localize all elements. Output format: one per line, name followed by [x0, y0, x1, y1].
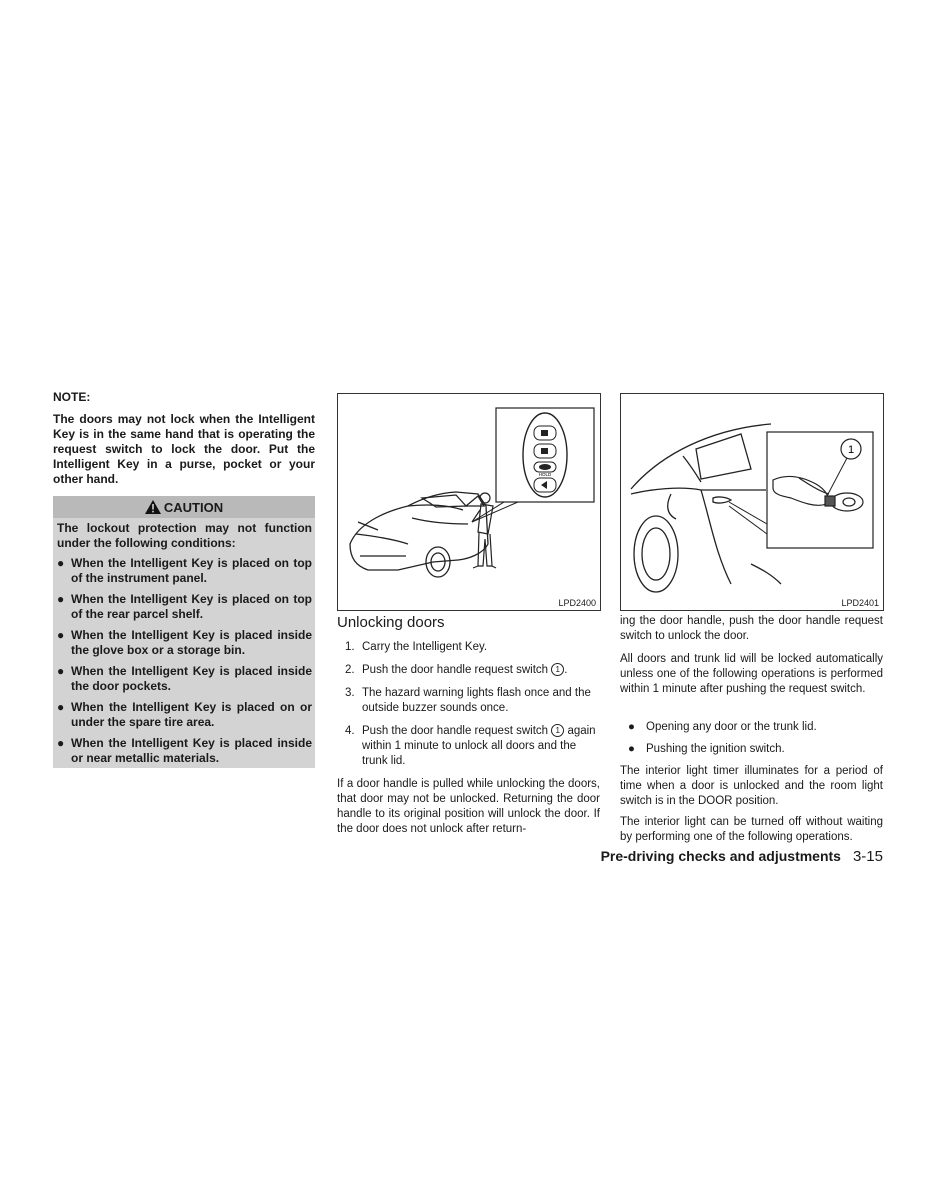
figure-lpd2401 — [620, 393, 884, 611]
note-heading: NOTE: — [53, 390, 91, 404]
caution-item: ● When the Intelligent Key is placed inside or near metallic materials. — [57, 736, 312, 765]
bullet-icon: ● — [628, 721, 635, 733]
section-title: Unlocking doors — [337, 614, 445, 631]
caution-item: ● When the Intelligent Key is placed inside the glove box or a storage bin. — [57, 628, 312, 657]
step-item: 3. The hazard warning lights flash once and the outside buzzer sounds once. — [345, 687, 591, 714]
operations-list — [620, 720, 883, 764]
key-hold-label: HOLD — [538, 472, 552, 477]
caution-box — [53, 496, 315, 768]
caution-header — [53, 496, 315, 518]
list-item: ● Pushing the ignition switch. — [628, 743, 785, 755]
page-footer — [600, 848, 883, 865]
figure-lpd2400 — [337, 393, 601, 611]
caution-item: ● When the Intelligent Key is placed on or under the spare tire area. — [57, 700, 312, 729]
body-paragraph: The interior light can be turned off without waiting by performing one of the following operations. — [620, 816, 883, 843]
warning-icon — [145, 500, 161, 514]
bullet-icon: ● — [57, 736, 65, 750]
bullet-icon: ● — [57, 628, 65, 642]
callout-circle: 1 — [551, 663, 564, 676]
door-handle-illustration — [621, 394, 883, 610]
callout-number: 1 — [847, 444, 855, 456]
bullet-icon: ● — [57, 592, 65, 606]
body-paragraph: All doors and trunk lid will be locked automatically unless one of the following operations is performed within 1 minute after pushing the request switch. — [620, 653, 883, 695]
car-and-person-illustration — [338, 394, 600, 610]
steps-list — [337, 640, 600, 777]
bullet-icon: ● — [628, 743, 635, 755]
figure-code: LPD2401 — [841, 598, 879, 608]
callout-circle: 1 — [551, 724, 564, 737]
page-number: 3-15 — [852, 848, 883, 865]
footer-section: Pre-driving checks and adjustments — [600, 848, 841, 864]
step-item: 1. Carry the Intelligent Key. — [345, 641, 488, 653]
caution-item: ● When the Intelligent Key is placed inside the door pockets. — [57, 664, 312, 693]
body-paragraph: ing the door handle, push the door handle request switch to unlock the door. — [620, 615, 883, 642]
note-text: The doors may not lock when the Intelligent Key is in the same hand that is operating the request switch to lock the door. Put the Intelligent Key in a purse, pocket or your other hand. — [53, 412, 315, 486]
step-item: 2. Push the door handle request switch 1 . — [345, 664, 568, 676]
caution-intro: The lockout protection may not function under the following conditions: — [57, 521, 312, 550]
figure-code: LPD2400 — [558, 598, 596, 608]
bullet-icon: ● — [57, 556, 65, 570]
caution-heading: CAUTION — [163, 499, 224, 515]
caution-list — [57, 556, 312, 772]
bullet-icon: ● — [57, 664, 65, 678]
caution-item: ● When the Intelligent Key is placed on top of the rear parcel shelf. — [57, 592, 312, 621]
step-item: 4. Push the door handle request switch 1 again within 1 minute to unlock all doors and the trunk lid. — [345, 725, 596, 767]
bullet-icon: ● — [57, 700, 65, 714]
body-paragraph: If a door handle is pulled while unlocking the doors, that door may not be unlocked. Returning the door handle to its original position will unlock the door. If the door does not unlock after return- — [337, 778, 600, 835]
caution-item: ● When the Intelligent Key is placed on top of the instrument panel. — [57, 556, 312, 585]
list-item: ● Opening any door or the trunk lid. — [628, 721, 817, 733]
body-paragraph: The interior light timer illuminates for a period of time when a door is unlocked and the room light switch is in the DOOR position. — [620, 765, 883, 807]
